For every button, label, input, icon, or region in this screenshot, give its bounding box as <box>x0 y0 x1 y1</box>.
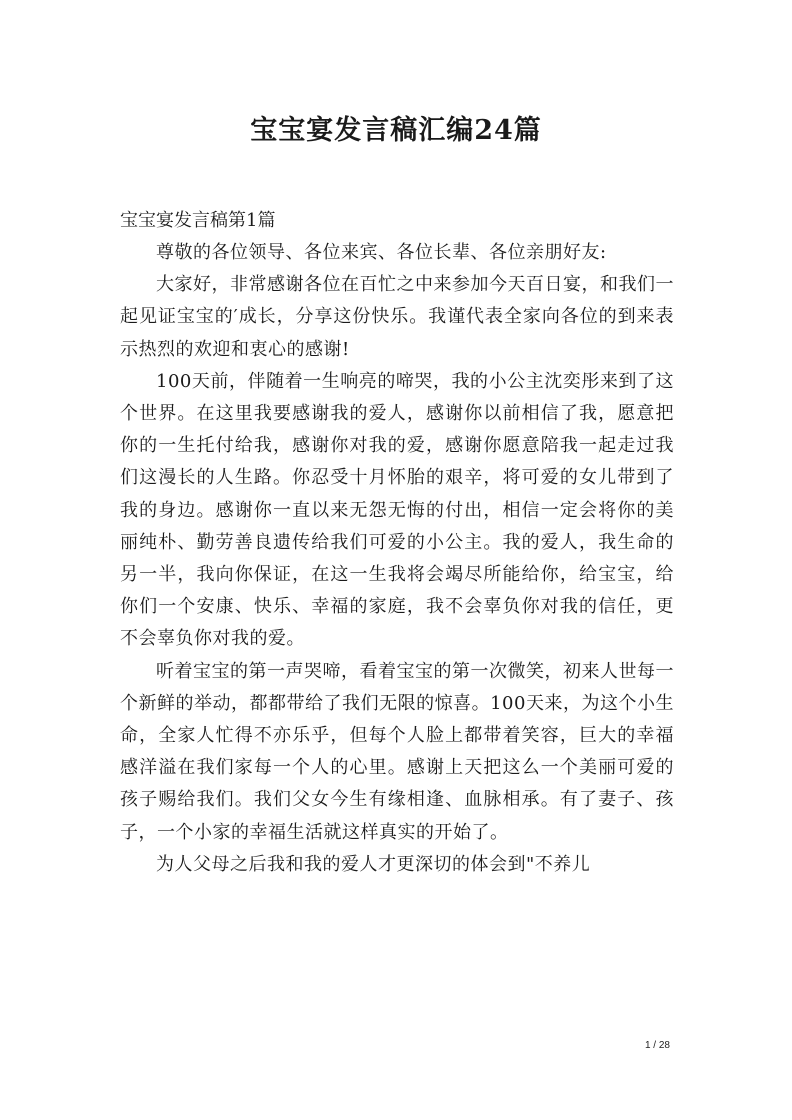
document-body <box>120 205 674 881</box>
paragraph-parents: 为人父母之后我和我的爱人才更深切的体会到"不养儿 <box>156 853 591 875</box>
section-heading: 宝宝宴发言稿第1篇 <box>120 210 276 231</box>
paragraph-birth: 100天前，伴随着一生响亮的啼哭，我的小公主沈奕彤来到了这个世界。在这里我要感谢我的爱人，感谢你以前相信了我，愿意把你的一生托付给我，感谢你对我的爱，感谢你愿意陪我一起走过我们这漫长的人生路。你忍受十月怀胎的艰辛，将可爱的女儿带到了我的身边。感谢你一直以来无怨无悔的付出，相信一定会将你的美丽纯朴、勤劳善良遗传给我们可爱的小公主。我的爱人，我生命的另一半，我向你保证，在这一生我将会竭尽所能给你，给宝宝，给你们一个安康、快乐、幸福的家庭，我不会辜负你对我的信任，更不会辜负你对我的爱。 <box>120 370 674 650</box>
paragraph-salutation: 尊敬的各位领导、各位来宾、各位长辈、各位亲朋好友: <box>156 242 607 263</box>
document-title: 宝宝宴发言稿汇编24篇 <box>250 115 542 146</box>
page-number: 1 / 28 <box>644 1040 670 1051</box>
paragraph-first-cry: 听着宝宝的第一声哭啼，看着宝宝的第一次微笑，初来人世每一个新鲜的举动，都都带给了我们无限的惊喜。100天来，为这个小生命，全家人忙得不亦乐乎，但每个人脸上都带着笑容，巨大的幸福感洋溢在我们家每一个人的心里。感谢上天把这么一个美丽可爱的孩子赐给我们。我们父女今生有缘相逢、血脉相承。有了妻子、孩子，一个小家的幸福生活就这样真实的开始了。 <box>120 660 674 843</box>
paragraph-greeting: 大家好，非常感谢各位在百忙之中来参加今天百日宴，和我们一起见证宝宝的′成长，分享这份快乐。我谨代表全家向各位的到来表示热烈的欢迎和衷心的感谢! <box>120 274 674 360</box>
